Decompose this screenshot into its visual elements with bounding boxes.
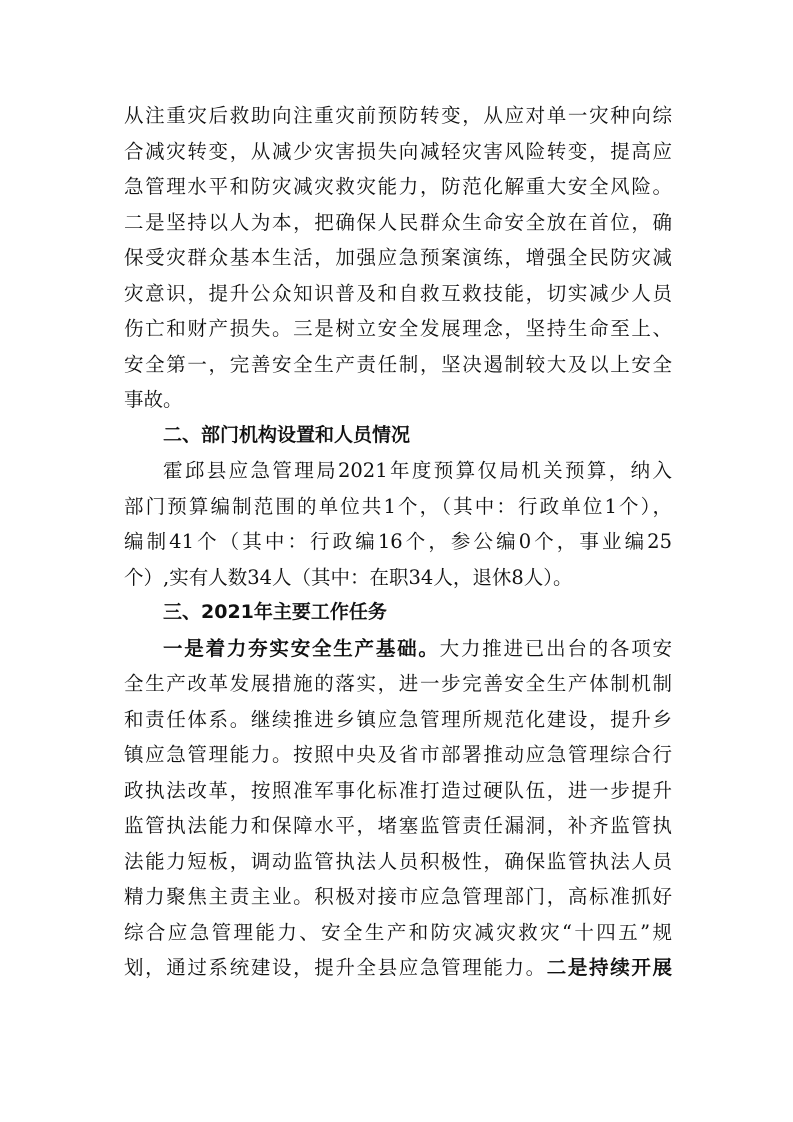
text-line: 法能力短板，调动监管执法人员积极性，确保监管执法人员 [124, 849, 672, 873]
text-line: 政执法改革，按照准军事化标准打造过硬队伍，进一步提升 [124, 778, 672, 802]
text-run: 划，通过系统建设，提升全县应急管理能力。 [124, 956, 547, 979]
text-line: 事故。 [124, 388, 183, 411]
text-line: 合减灾转变，从减少灾害损失向减轻灾害风险转变，提高应 [124, 139, 672, 163]
paragraph-tasks [124, 631, 672, 986]
text-line: 编制41个（其中：行政编16个，参公编0个，事业编25 [124, 530, 672, 553]
paragraph-disaster-reduction [124, 98, 672, 418]
text-line: 和责任体系。继续推进乡镇应急管理所规范化建设，提升乡 [124, 707, 672, 731]
text-line: 霍邱县应急管理局2021年度预算仅局机关预算，纳入 [163, 459, 672, 482]
text-line: 监管执法能力和保障水平，堵塞监管责任漏洞，补齐监管执 [124, 814, 672, 837]
text-line: 全生产改革发展措施的落实，进一步完善安全生产体制机制 [124, 672, 672, 695]
text-line: 个）,实有人数34人（其中：在职34人，退休8人）。 [124, 565, 573, 589]
text-line: 急管理水平和防灾减灾救灾能力，防范化解重大安全风险。 [124, 175, 672, 198]
text-run: 大力推进已出台的各项安 [439, 636, 672, 660]
section-heading-organization: 二、部门机构设置和人员情况 [163, 423, 411, 446]
section-heading-tasks: 三、2021年主要工作任务 [163, 601, 387, 623]
text-line: 灾意识，提升公众知识普及和自救互救技能，切实减少人员 [124, 281, 672, 305]
text-line: 镇应急管理能力。按照中央及省市部署推动应急管理综合行 [124, 743, 672, 766]
text-line: 安全第一，完善安全生产责任制，坚决遏制较大及以上安全 [124, 352, 672, 376]
task-two-lead: 二是持续开展 [546, 956, 672, 979]
text-line: 部门预算编制范围的单位共1个，（其中：行政单位1个）， [124, 494, 672, 518]
text-line: 精力聚焦主责主业。积极对接市应急管理部门，高标准抓好 [124, 885, 672, 908]
text-line: 从注重灾后救助向注重灾前预防转变，从应对单一灾种向综 [124, 104, 672, 127]
text-line [124, 631, 672, 667]
text-line: 保受灾群众基本生活，加强应急预案演练，增强全民防灾减 [124, 246, 672, 269]
text-line [124, 950, 672, 986]
document-body [124, 98, 672, 986]
paragraph-organization [124, 453, 672, 595]
task-one-lead: 一是着力夯实安全生产基础。 [163, 636, 440, 660]
text-line: 二是坚持以人为本，把确保人民群众生命安全放在首位，确 [124, 210, 672, 234]
text-line: 伤亡和财产损失。三是树立安全发展理念，坚持生命至上、 [124, 317, 672, 340]
text-line: 综合应急管理能力、安全生产和防灾减灾救灾“十四五”规 [124, 920, 672, 944]
